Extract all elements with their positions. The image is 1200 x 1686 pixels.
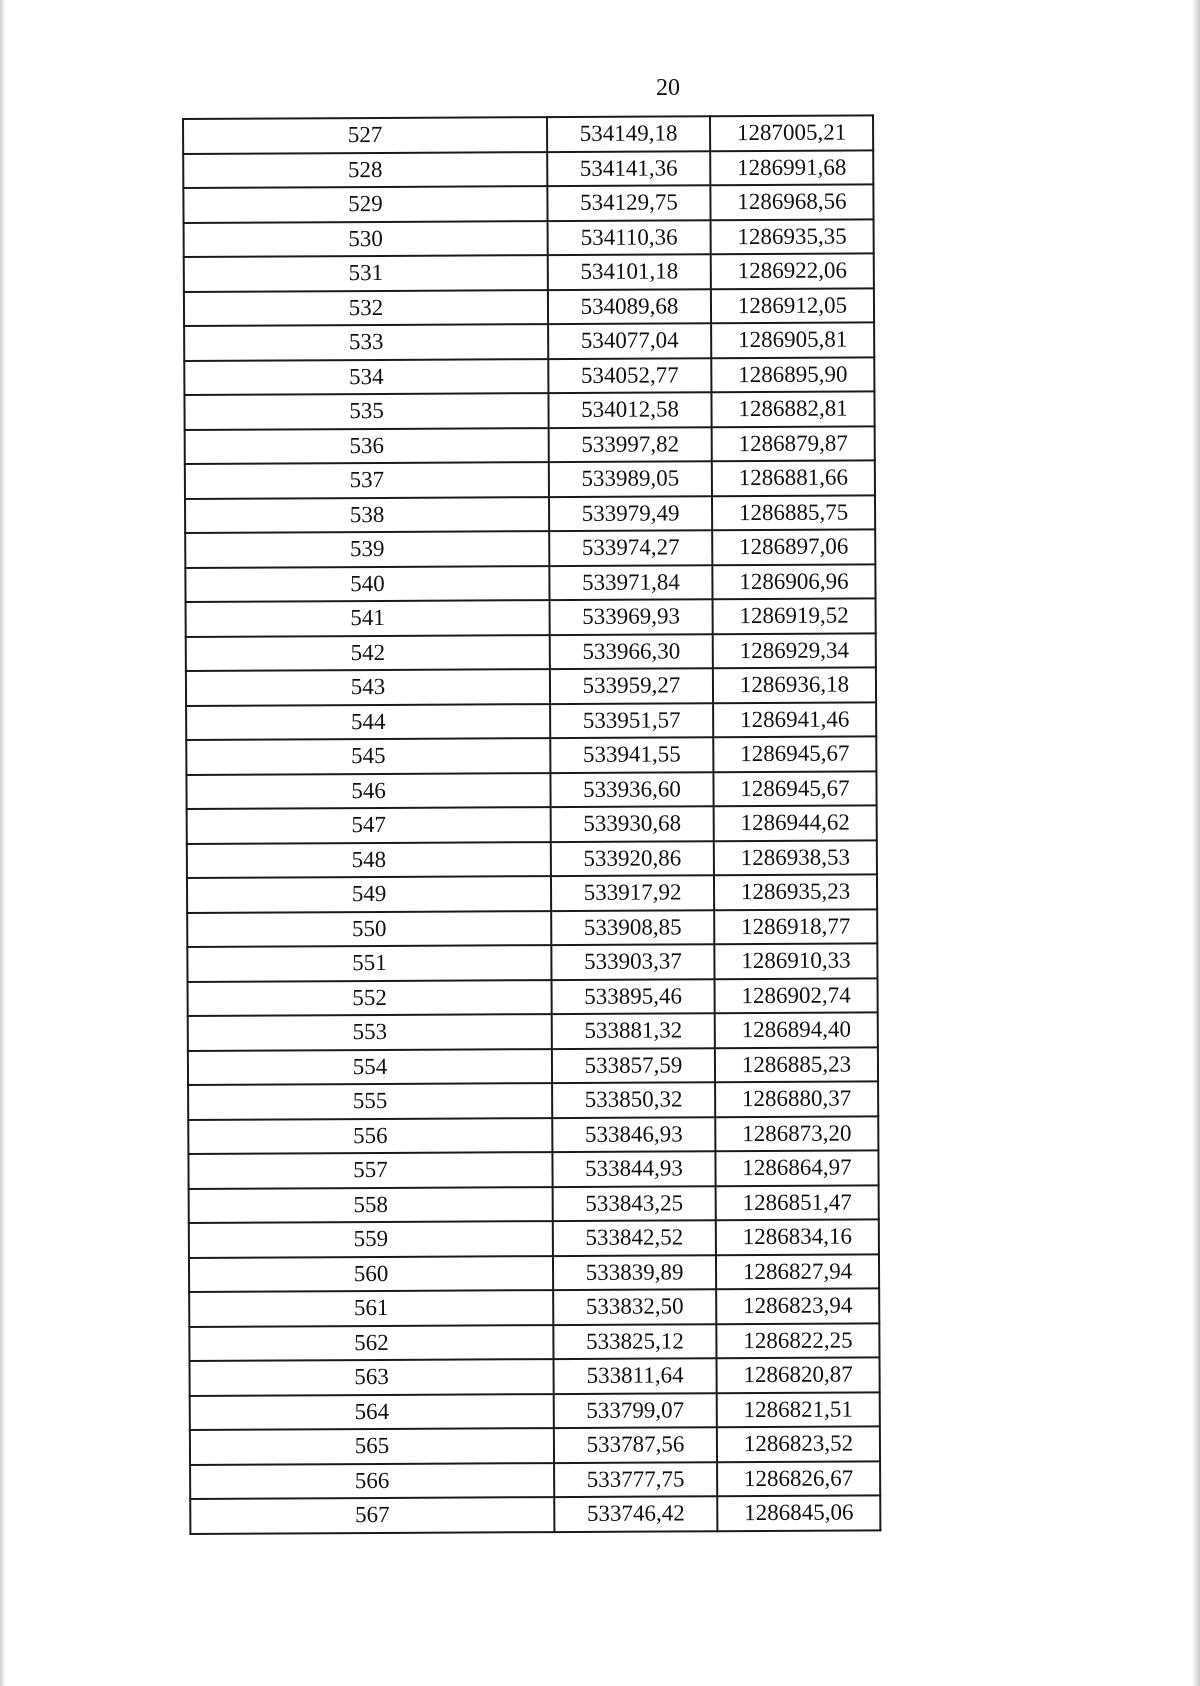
point-number-cell: 535 <box>184 393 548 429</box>
point-number-cell: 555 <box>188 1083 552 1119</box>
x-coordinate-cell: 533846,93 <box>552 1117 715 1152</box>
table-row <box>185 426 875 464</box>
table-row <box>185 529 875 567</box>
point-number-cell: 536 <box>185 428 549 464</box>
y-coordinate-cell: 1286845,06 <box>717 1495 880 1530</box>
table-row <box>189 1254 879 1292</box>
table-row <box>185 564 875 602</box>
table-row <box>187 943 877 981</box>
point-number-cell: 560 <box>189 1256 553 1292</box>
point-number-cell: 567 <box>190 1497 554 1533</box>
x-coordinate-cell: 533850,32 <box>552 1082 715 1117</box>
x-coordinate-cell: 534077,04 <box>548 323 711 358</box>
table-row <box>190 1392 880 1430</box>
table-row <box>187 909 877 947</box>
x-coordinate-cell: 534052,77 <box>548 358 711 393</box>
y-coordinate-cell: 1286897,06 <box>712 529 875 564</box>
y-coordinate-cell: 1286929,34 <box>713 633 876 668</box>
point-number-cell: 561 <box>189 1290 553 1326</box>
page-number: 20 <box>656 75 680 101</box>
table-row <box>185 460 875 498</box>
point-number-cell: 531 <box>184 255 548 291</box>
x-coordinate-cell: 533799,07 <box>554 1393 717 1428</box>
table-row <box>185 495 875 533</box>
y-coordinate-cell: 1286895,90 <box>711 357 874 392</box>
y-coordinate-cell: 1286918,77 <box>714 909 877 944</box>
point-number-cell: 559 <box>189 1221 553 1257</box>
point-number-cell: 556 <box>188 1118 552 1154</box>
point-number-cell: 534 <box>184 359 548 395</box>
x-coordinate-cell: 533832,50 <box>553 1289 716 1324</box>
y-coordinate-cell: 1286902,74 <box>715 978 878 1013</box>
point-number-cell: 530 <box>184 221 548 257</box>
point-number-cell: 566 <box>190 1463 554 1499</box>
x-coordinate-cell: 533787,56 <box>554 1427 717 1462</box>
point-number-cell: 539 <box>185 531 549 567</box>
y-coordinate-cell: 1286912,05 <box>711 288 874 323</box>
y-coordinate-cell: 1286821,51 <box>717 1392 880 1427</box>
y-coordinate-cell: 1286834,16 <box>716 1219 879 1254</box>
point-number-cell: 551 <box>187 945 551 981</box>
x-coordinate-cell: 533951,57 <box>550 703 713 738</box>
x-coordinate-cell: 533839,89 <box>553 1255 716 1290</box>
table-row <box>186 771 876 809</box>
point-number-cell: 545 <box>186 738 550 774</box>
y-coordinate-cell: 1286820,87 <box>717 1357 880 1392</box>
y-coordinate-cell: 1286823,94 <box>716 1288 879 1323</box>
x-coordinate-cell: 533997,82 <box>549 427 712 462</box>
x-coordinate-cell: 533746,42 <box>554 1496 717 1531</box>
y-coordinate-cell: 1286823,52 <box>717 1426 880 1461</box>
table-row <box>183 184 873 222</box>
scan-edge-left <box>0 0 6 1686</box>
y-coordinate-cell: 1286879,87 <box>712 426 875 461</box>
x-coordinate-cell: 534012,58 <box>548 392 711 427</box>
table-row <box>186 702 876 740</box>
point-number-cell: 533 <box>184 324 548 360</box>
table-row <box>187 805 877 843</box>
y-coordinate-cell: 1286880,37 <box>715 1081 878 1116</box>
x-coordinate-cell: 534089,68 <box>548 289 711 324</box>
point-number-cell: 565 <box>190 1428 554 1464</box>
y-coordinate-cell: 1286944,62 <box>714 805 877 840</box>
point-number-cell: 549 <box>187 876 551 912</box>
y-coordinate-cell: 1286910,33 <box>714 943 877 978</box>
point-number-cell: 564 <box>190 1394 554 1430</box>
point-number-cell: 541 <box>186 600 550 636</box>
y-coordinate-cell: 1286938,53 <box>714 840 877 875</box>
x-coordinate-cell: 533966,30 <box>550 634 713 669</box>
x-coordinate-cell: 533903,37 <box>551 944 714 979</box>
y-coordinate-cell: 1286885,75 <box>712 495 875 530</box>
table-row <box>184 391 874 429</box>
coordinates-table-body <box>183 115 880 1533</box>
point-number-cell: 548 <box>187 842 551 878</box>
table-row <box>189 1185 879 1223</box>
x-coordinate-cell: 533941,55 <box>550 737 713 772</box>
y-coordinate-cell: 1287005,21 <box>710 115 873 150</box>
x-coordinate-cell: 534101,18 <box>548 254 711 289</box>
y-coordinate-cell: 1286945,67 <box>713 736 876 771</box>
point-number-cell: 557 <box>188 1152 552 1188</box>
y-coordinate-cell: 1286968,56 <box>710 184 873 219</box>
table-row <box>190 1357 880 1395</box>
table-row <box>188 1047 878 1085</box>
table-row <box>186 667 876 705</box>
y-coordinate-cell: 1286906,96 <box>712 564 875 599</box>
point-number-cell: 552 <box>188 980 552 1016</box>
x-coordinate-cell: 533989,05 <box>549 461 712 496</box>
point-number-cell: 546 <box>186 773 550 809</box>
table-row <box>184 288 874 326</box>
point-number-cell: 558 <box>189 1187 553 1223</box>
x-coordinate-cell: 533979,49 <box>549 496 712 531</box>
x-coordinate-cell: 533920,86 <box>551 841 714 876</box>
table-row <box>188 1081 878 1119</box>
x-coordinate-cell: 533811,64 <box>554 1358 717 1393</box>
x-coordinate-cell: 533881,32 <box>552 1013 715 1048</box>
y-coordinate-cell: 1286935,23 <box>714 874 877 909</box>
x-coordinate-cell: 533959,27 <box>550 668 713 703</box>
table-row <box>188 1150 878 1188</box>
point-number-cell: 542 <box>186 635 550 671</box>
y-coordinate-cell: 1286873,20 <box>715 1116 878 1151</box>
x-coordinate-cell: 533844,93 <box>552 1151 715 1186</box>
table-row <box>189 1288 879 1326</box>
table-row <box>188 1012 878 1050</box>
table-row <box>188 1116 878 1154</box>
point-number-cell: 529 <box>183 186 547 222</box>
scan-edge-right <box>1192 0 1200 1686</box>
point-number-cell: 543 <box>186 669 550 705</box>
table-row <box>187 840 877 878</box>
y-coordinate-cell: 1286905,81 <box>711 322 874 357</box>
y-coordinate-cell: 1286941,46 <box>713 702 876 737</box>
x-coordinate-cell: 533777,75 <box>554 1462 717 1497</box>
table-row <box>190 1426 880 1464</box>
y-coordinate-cell: 1286864,97 <box>715 1150 878 1185</box>
point-number-cell: 532 <box>184 290 548 326</box>
y-coordinate-cell: 1286822,25 <box>716 1323 879 1358</box>
y-coordinate-cell: 1286935,35 <box>711 219 874 254</box>
coordinates-table <box>182 114 881 1534</box>
point-number-cell: 528 <box>183 152 547 188</box>
table-row <box>186 633 876 671</box>
x-coordinate-cell: 533971,84 <box>549 565 712 600</box>
y-coordinate-cell: 1286851,47 <box>716 1185 879 1220</box>
y-coordinate-cell: 1286881,66 <box>712 460 875 495</box>
table-row <box>189 1323 879 1361</box>
x-coordinate-cell: 534149,18 <box>547 116 710 151</box>
y-coordinate-cell: 1286991,68 <box>710 150 873 185</box>
y-coordinate-cell: 1286945,67 <box>713 771 876 806</box>
table-row <box>190 1495 880 1533</box>
point-number-cell: 540 <box>185 566 549 602</box>
x-coordinate-cell: 533936,60 <box>550 772 713 807</box>
point-number-cell: 544 <box>186 704 550 740</box>
table-row <box>190 1461 880 1499</box>
x-coordinate-cell: 534129,75 <box>547 185 710 220</box>
point-number-cell: 554 <box>188 1049 552 1085</box>
y-coordinate-cell: 1286936,18 <box>713 667 876 702</box>
table-row <box>188 978 878 1016</box>
x-coordinate-cell: 533917,92 <box>551 875 714 910</box>
x-coordinate-cell: 533843,25 <box>553 1186 716 1221</box>
table-row <box>184 253 874 291</box>
x-coordinate-cell: 533930,68 <box>551 806 714 841</box>
point-number-cell: 547 <box>187 807 551 843</box>
table-row <box>184 357 874 395</box>
point-number-cell: 527 <box>183 117 547 153</box>
table-row <box>184 322 874 360</box>
y-coordinate-cell: 1286882,81 <box>711 391 874 426</box>
table-row <box>184 219 874 257</box>
y-coordinate-cell: 1286894,40 <box>715 1012 878 1047</box>
x-coordinate-cell: 534141,36 <box>547 151 710 186</box>
point-number-cell: 563 <box>190 1359 554 1395</box>
table-row <box>183 150 873 188</box>
x-coordinate-cell: 533857,59 <box>552 1048 715 1083</box>
y-coordinate-cell: 1286826,67 <box>717 1461 880 1496</box>
y-coordinate-cell: 1286827,94 <box>716 1254 879 1289</box>
x-coordinate-cell: 533908,85 <box>551 910 714 945</box>
y-coordinate-cell: 1286922,06 <box>711 253 874 288</box>
x-coordinate-cell: 534110,36 <box>548 220 711 255</box>
x-coordinate-cell: 533825,12 <box>553 1324 716 1359</box>
point-number-cell: 562 <box>189 1325 553 1361</box>
x-coordinate-cell: 533895,46 <box>552 979 715 1014</box>
y-coordinate-cell: 1286885,23 <box>715 1047 878 1082</box>
x-coordinate-cell: 533974,27 <box>549 530 712 565</box>
table-row <box>183 115 873 153</box>
table-row <box>189 1219 879 1257</box>
y-coordinate-cell: 1286919,52 <box>713 598 876 633</box>
point-number-cell: 538 <box>185 497 549 533</box>
point-number-cell: 550 <box>187 911 551 947</box>
table-row <box>186 598 876 636</box>
table-row <box>186 736 876 774</box>
x-coordinate-cell: 533969,93 <box>550 599 713 634</box>
x-coordinate-cell: 533842,52 <box>553 1220 716 1255</box>
table-row <box>187 874 877 912</box>
point-number-cell: 553 <box>188 1014 552 1050</box>
point-number-cell: 537 <box>185 462 549 498</box>
